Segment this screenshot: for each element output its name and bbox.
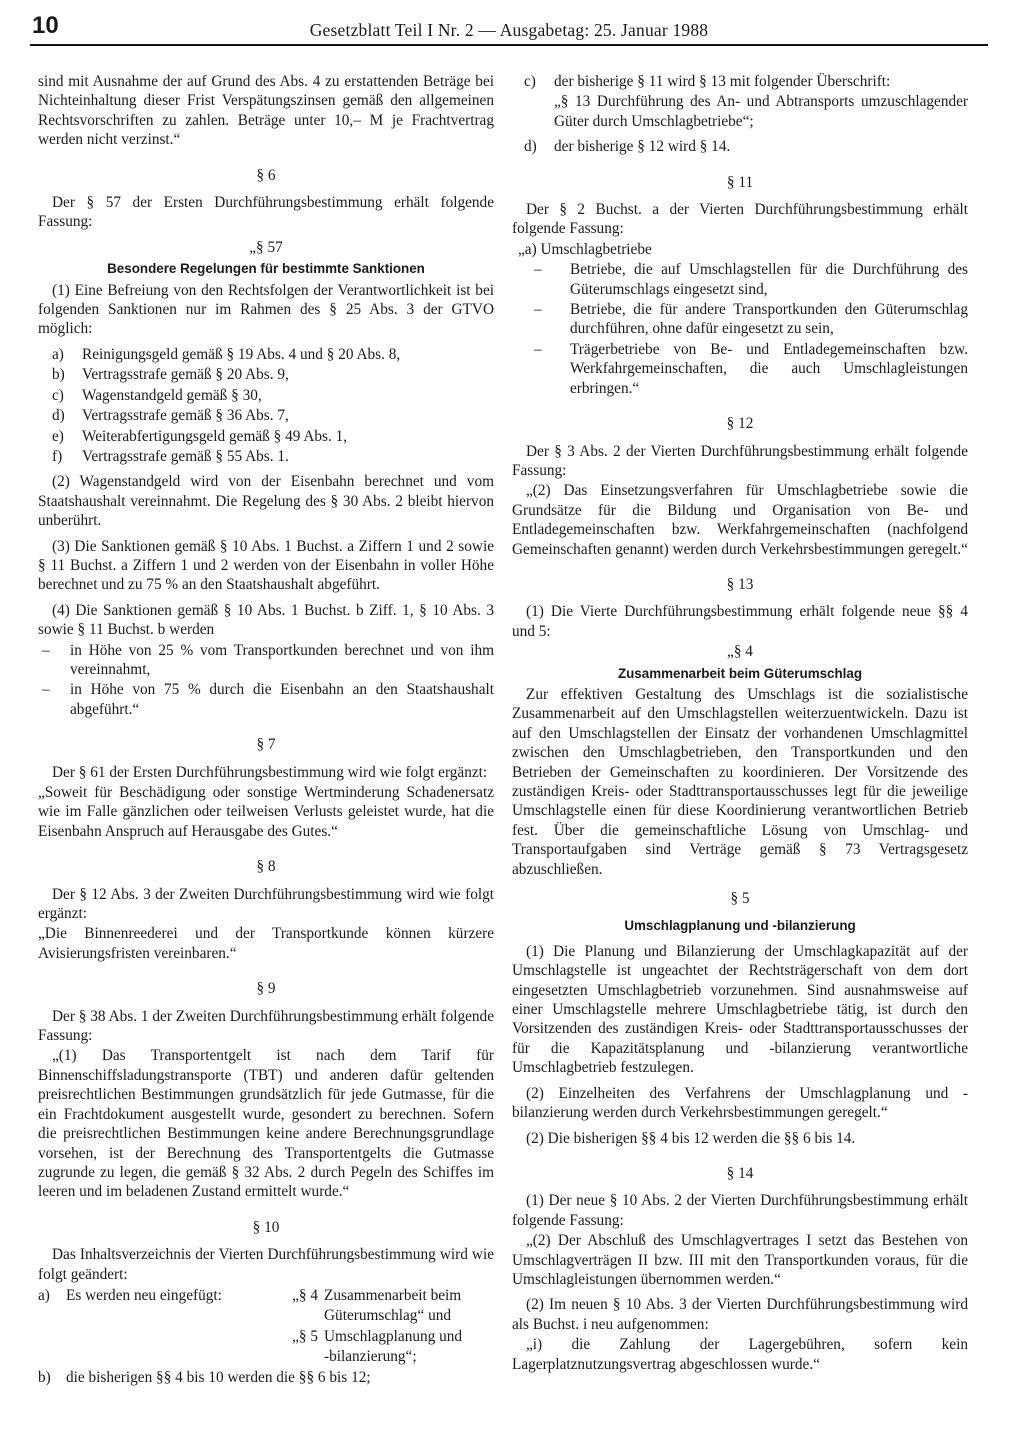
list-item: a) Reinigungsgeld gemäß § 19 Abs. 4 und § 20 Abs. 8,: [52, 345, 401, 363]
section-13-heading: § 13: [726, 575, 754, 593]
toc-insert-row: -bilanzierung“;: [324, 1348, 417, 1366]
paragraph-5-title: Umschlagplanung und -bilanzierung: [624, 918, 856, 934]
paragraph-57-number: „§ 57: [249, 238, 283, 256]
section-10-text: Das Inhaltsverzeichnis der Vierten Durchführungsbestimmung wird wie folgt geändert:: [38, 1246, 494, 1283]
toc-insert-row: „§ 5 Umschlagplanung und: [292, 1327, 463, 1345]
section-9-quote: „(1) Das Transportentgelt ist nach dem Tarif für Binnenschiffsladungstransporte (TBT) und anderen dafür geltenden preisrechtlichen Bestimmungen grundsätzlich für jede Gutmasse, für die ein Frachtdokument ausgestellt wurde, gesondert zu berechnen. Sofern die preisrechtlichen Bestimmungen keine andere Berechnungsgrundlage vorsehen, ist der Berechnung des Transportentgelts die Gutmasse zugrunde zu legen, die gemäß § 32 Abs. 2 durch Pegeln des Schiffes im leeren und im beladenen Zustand ermittelt wurde.“: [38, 1047, 494, 1201]
paragraph-4-title: Zusammenarbeit beim Güterumschlag: [617, 665, 863, 681]
section-9-heading: § 9: [256, 980, 276, 998]
list-item: f) Vertragsstrafe gemäß § 55 Abs. 1.: [52, 447, 289, 465]
section-12-text: Der § 3 Abs. 2 der Vierten Durchführungsbestimmung erhält folgende Fassung:: [512, 442, 968, 479]
section-14-quote1: „(2) Der Abschluß des Umschlagvertrages I setzt das Bestehen von Umschlagverträgen II bzw. III mit den Transportkunden voraus, für die Umschlagleistungen übernommen werden.“: [512, 1232, 968, 1288]
dash-item: – in Höhe von 25 % vom Transportkunden berechnet und von ihm vereinnahmt,: [42, 641, 494, 678]
paragraph-4-number: „§ 4: [727, 643, 753, 661]
section-14-abs1: (1) Der neue § 10 Abs. 2 der Vierten Durchführungsbestimmung erhält folgende Fassung:: [512, 1192, 968, 1229]
paragraph-57-abs3: (3) Die Sanktionen gemäß § 10 Abs. 1 Buchst. a Ziffern 1 und 2 sowie § 11 Buchst. a Ziffern 1 und 2 werden von der Eisenbahn in voller Höhe berechnet und zu 75 % an den Staatshaushalt abgeführt.: [38, 537, 494, 594]
section-8-heading: § 8: [256, 858, 276, 876]
section-7-heading: § 7: [256, 736, 276, 754]
toc-insert-row: Güterumschlag“ und: [324, 1307, 452, 1325]
dash-item: – Betriebe, die auf Umschlagstellen für die Durchführung des Güterumschlags eingesetzt sind,: [534, 261, 968, 298]
dash-item: – Betriebe, die für andere Transportkunden den Güterumschlag durchführen, ohne dafür eingesetzt zu sein,: [534, 301, 968, 338]
toc-change-row: b) die bisherigen §§ 4 bis 10 werden die §§ 6 bis 12;: [38, 1368, 371, 1386]
header-title: Gesetzblatt Teil I Nr. 2 — Ausgabetag: 25. Januar 1988: [309, 20, 709, 40]
page-header: [30, 8, 988, 46]
paragraph-4-text: Zur effektiven Gestaltung des Umschlags ist die sozialistische Zusammenarbeit auf den Umschlagstellen weiterzuentwickeln. Dazu ist auf den Umschlagstellen der Einsatz der vorhandenen Umschlagmittel zwischen den Umschlagbetrieben, den Transportkunden und den Betrieben der Gemeinschaften zu koordinieren. Der Vorsitzende des zuständigen Kreis- oder Stadttransportausschusses legt für die jeweilige Umschlagstelle einen für diese Koordinierung verantwortlichen Betrieb fest. Über die gemeinschaftliche Lösung von Umschlag- und Transportaufgaben sind Verträge gemäß § 73 Vertragsgesetz abzuschließen.: [512, 685, 968, 878]
paragraph-5-number: § 5: [730, 890, 750, 908]
paragraph-57-abs2: (2) Wagenstandgeld wird von der Eisenbahn berechnet und vom Staatshaushalt vereinnahmt. Die Regelung des § 30 Abs. 2 bleibt hiervon unberührt.: [38, 473, 494, 530]
section-7-text: Der § 61 der Ersten Durchführungsbestimmung wird wie folgt ergänzt:: [52, 763, 488, 781]
list-item: e) Weiterabfertigungsgeld gemäß § 49 Abs. 1,: [52, 427, 348, 445]
left-column: [38, 72, 494, 1388]
section-13-text: (1) Die Vierte Durchführungsbestimmung erhält folgende neue §§ 4 und 5:: [512, 603, 968, 640]
section-13-abs2: (2) Die bisherigen §§ 4 bis 12 werden die §§ 6 bis 14.: [526, 1129, 856, 1147]
section-6-text: Der § 57 der Ersten Durchführungsbestimmung erhält folgende Fassung:: [38, 194, 494, 231]
toc-insert-row: a) Es werden neu eingefügt: „§ 4 Zusammenarbeit beim: [38, 1286, 462, 1304]
paragraph-57-title: Besondere Regelungen für bestimmte Sanktionen: [107, 261, 425, 277]
section-11-heading: § 11: [726, 173, 754, 191]
toc-change-row: d) der bisherige § 12 wird § 14.: [524, 138, 731, 156]
dash-item: – in Höhe von 75 % durch die Eisenbahn an den Staatshaushalt abgeführt.“: [42, 681, 494, 718]
section-11-sub: „a) Umschlagbetriebe: [518, 240, 652, 258]
page-number: 10: [32, 12, 59, 39]
section-8-quote: „Die Binnenreederei und der Transportkunde können kürzere Avisierungsfristen vereinbaren.“: [38, 925, 494, 962]
paragraph-5-abs2: (2) Einzelheiten des Verfahrens der Umschlagplanung und -bilanzierung werden durch Verkehrsbestimmungen geregelt.“: [512, 1084, 968, 1122]
section-9-text: Der § 38 Abs. 1 der Zweiten Durchführungsbestimmung erhält folgende Fassung:: [38, 1007, 494, 1045]
item-c-quote: „§ 13 Durchführung des An- und Abtransports umzuschlagender Güter durch Umschlagbetriebe“;: [554, 93, 968, 130]
dash-item: – Trägerbetriebe von Be- und Entladegemeinschaften bzw. Werkfahrgemeinschaften, die auch Umschlagleistungen erbringen.“: [534, 340, 968, 397]
list-item: c) Wagenstandgeld gemäß § 30,: [52, 386, 262, 404]
list-item: d) Vertragsstrafe gemäß § 36 Abs. 7,: [52, 407, 289, 425]
paragraph-57-abs1: (1) Eine Befreiung von den Rechtsfolgen der Verantwortlichkeit ist bei folgenden Sanktionen nur im Rahmen des § 25 Abs. 3 der GTVO möglich:: [38, 281, 494, 338]
section-12-quote: „(2) Das Einsetzungsverfahren für Umschlagbetriebe sowie die Grundsätze für die Bildung und Organisation von Be- und Entladegemeinschaften bzw. Werkfahrgemeinschaften (nachfolgend Gemeinschaften genannt) werden durch Verkehrsbestimmungen geregelt.“: [512, 482, 968, 558]
paragraph-57-abs4: (4) Die Sanktionen gemäß § 10 Abs. 1 Buchst. b Ziff. 1, § 10 Abs. 3 sowie § 11 Buchst. b werden: [38, 601, 494, 639]
paragraph-5-abs1: (1) Die Planung und Bilanzierung der Umschlagkapazität auf der Umschlagstelle ist ungeachtet der Rechtsträgerschaft von dem dort eingesetzten Umschlagbetrieb vorzunehmen. Sind ausnahmsweise auf einer Umschlagstelle mehrere Umschlagbetriebe tätig, ist durch den Vorsitzenden des zuständigen Kreis- oder Stadttransportausschusses der für die Kapazitätsplanung und -bilanzierung verantwortliche Umschlagbetrieb festzulegen.: [512, 942, 968, 1077]
intro-paragraph: sind mit Ausnahme der auf Grund des Abs. 4 zu erstattenden Beträge bei Nichteinhaltung dieser Frist Verspätungszinsen gemäß den allgemeinen Rechtsvorschriften zu zahlen. Beträge unter 10,– M je Frachtvertrag werden nicht verzinst.“: [38, 73, 494, 149]
toc-change-row: c) der bisherige § 11 wird § 13 mit folgender Überschrift:: [524, 73, 891, 90]
sanction-list: [38, 345, 494, 466]
section-12-heading: § 12: [726, 415, 754, 433]
section-10-heading: § 10: [252, 1218, 280, 1236]
section-8-text: Der § 12 Abs. 3 der Zweiten Durchführungsbestimmung wird wie folgt ergänzt:: [38, 885, 494, 923]
section-7-quote: „Soweit für Beschädigung oder sonstige Wertminderung Schadenersatz wie im Falle gänzlichen oder teilweisen Verlusts geleistet wurde, hat die Eisenbahn Anspruch auf Herausgabe des Gutes.“: [38, 784, 494, 840]
section-11-text: Der § 2 Buchst. a der Vierten Durchführungsbestimmung erhält folgende Fassung:: [512, 201, 968, 238]
right-column: [512, 72, 968, 1380]
section-14-abs2: (2) Im neuen § 10 Abs. 3 der Vierten Durchführungsbestimmung wird als Buchst. i neu aufgenommen:: [512, 1296, 968, 1333]
section-14-heading: § 14: [726, 1164, 754, 1182]
section-6-heading: § 6: [256, 166, 276, 184]
section-14-quote2: „i) die Zahlung der Lagergebühren, sofern kein Lagerplatznutzungsvertrag abgeschlossen wurde.“: [512, 1336, 968, 1373]
list-item: b) Vertragsstrafe gemäß § 20 Abs. 9,: [52, 366, 289, 384]
